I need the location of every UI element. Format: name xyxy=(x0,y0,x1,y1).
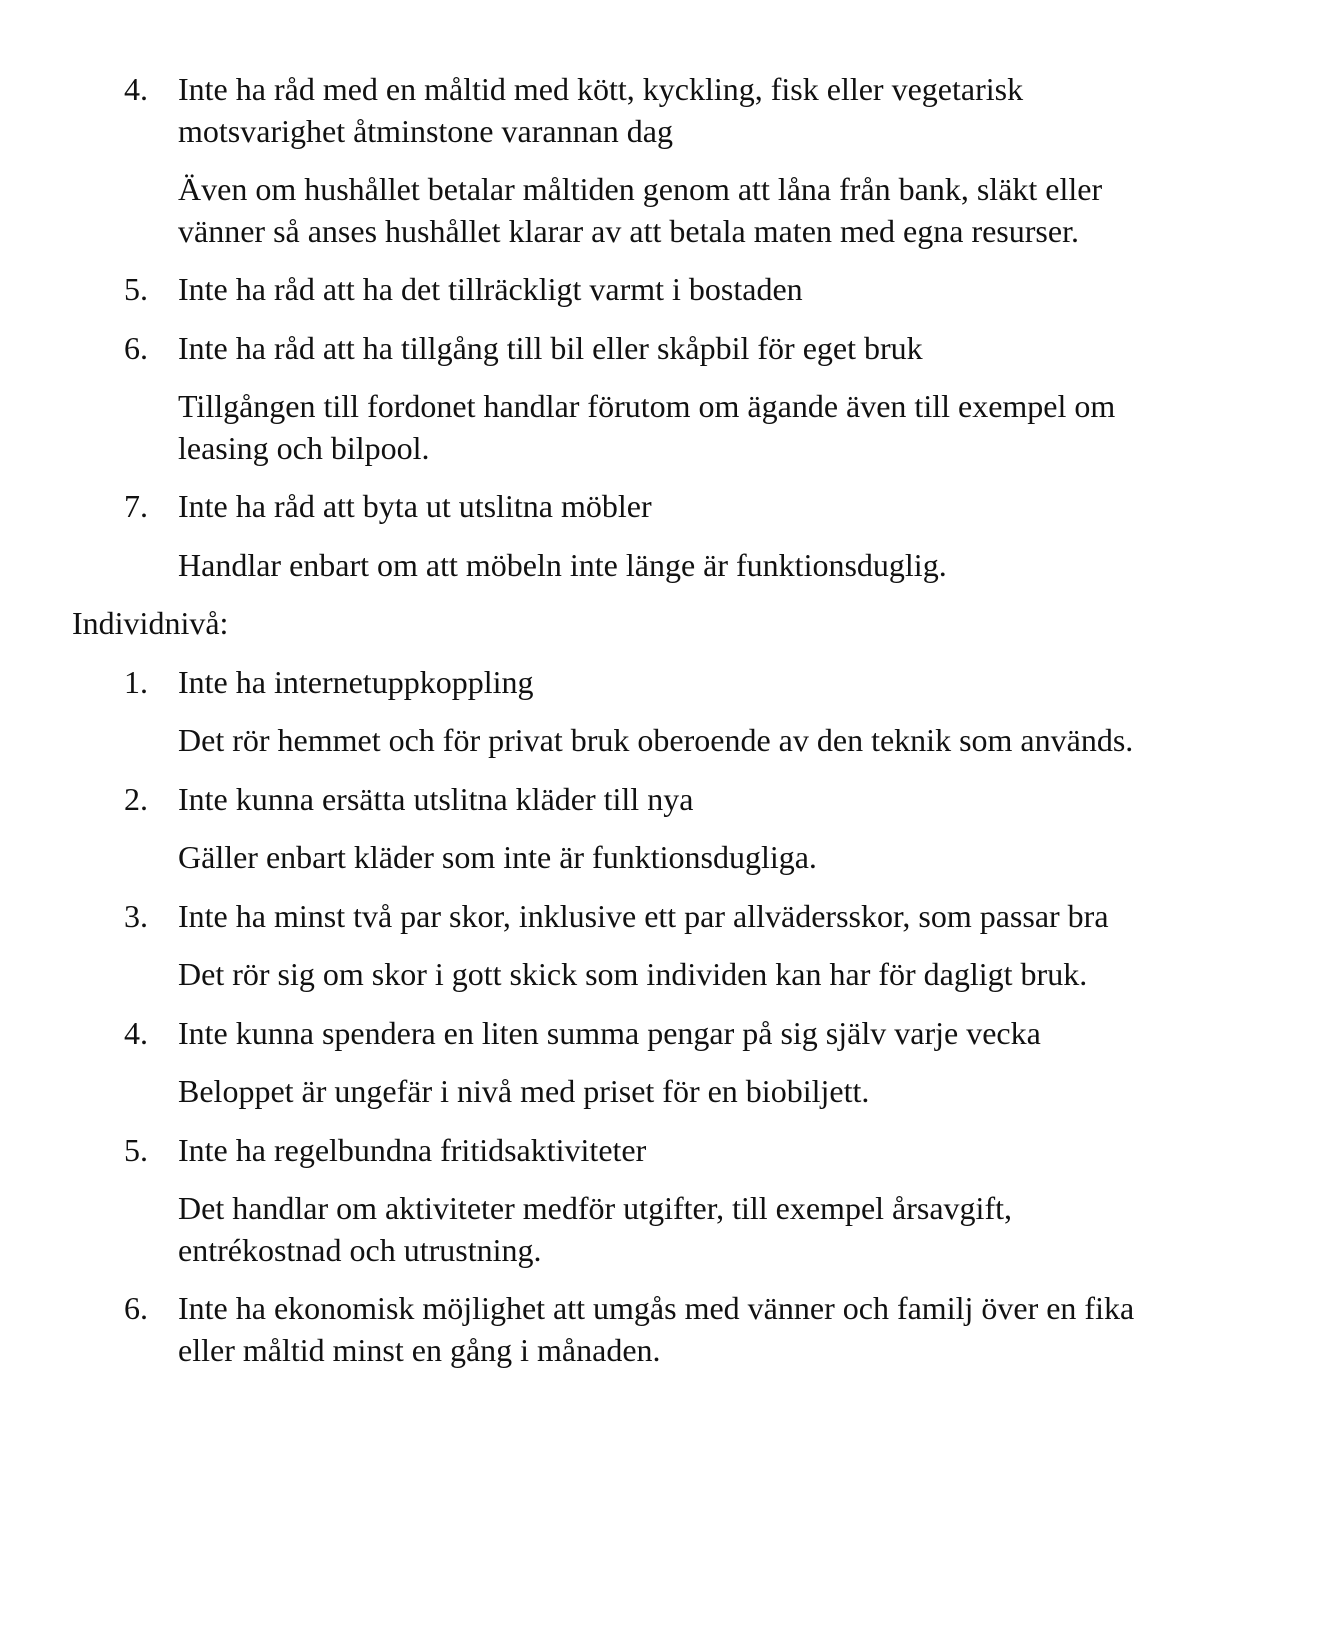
item-title: Inte ha regelbundna fritidsaktiviteter xyxy=(178,1131,647,1168)
household-deprivation-list xyxy=(0,69,1324,586)
item-note: Handlar enbart om att möbeln inte länge är funktionsduglig. xyxy=(178,546,947,583)
item-title: Inte ha internetuppkoppling xyxy=(178,663,534,700)
item-note: Gäller enbart kläder som inte är funktionsdugliga. xyxy=(178,839,817,875)
item-number: 7. xyxy=(124,488,148,524)
item-title: Inte ha råd med en måltid med kött, kyckling, fisk eller vegetarisk motsvarighet åtminstone varannan dag xyxy=(178,71,1024,149)
item-title: Inte kunna ersätta utslitna kläder till nya xyxy=(178,780,694,817)
item-number: 6. xyxy=(124,1290,148,1326)
list-item xyxy=(0,896,1324,996)
list-item xyxy=(0,69,1324,252)
item-number: 3. xyxy=(124,897,148,934)
item-number: 2. xyxy=(124,780,148,817)
item-note: Det rör hemmet och för privat bruk oberoende av den teknik som används. xyxy=(178,722,1134,758)
list-item xyxy=(0,1130,1324,1272)
item-note: Det handlar om aktiviteter medför utgifter, till exempel årsavgift, entrékostnad och utrustning. xyxy=(178,1190,1012,1268)
item-title: Inte kunna spendera en liten summa pengar på sig själv varje vecka xyxy=(178,1014,1041,1051)
item-title: Inte ha minst två par skor, inklusive ett par allvädersskor, som passar bra xyxy=(178,897,1109,934)
item-note: Även om hushållet betalar måltiden genom att låna från bank, släkt eller vänner så anses hushållet klarar av att betala maten med egna resurser. xyxy=(178,171,1103,249)
item-title: Inte ha ekonomisk möjlighet att umgås med vänner och familj över en fika eller måltid minst en gång i månaden. xyxy=(178,1290,1135,1368)
item-note: Beloppet är ungefär i nivå med priset för en biobiljett. xyxy=(178,1073,870,1109)
list-item xyxy=(0,662,1324,762)
list-item xyxy=(0,328,1324,470)
item-note: Det rör sig om skor i gott skick som individen kan har för dagligt bruk. xyxy=(178,956,1088,992)
item-number: 4. xyxy=(124,71,148,107)
item-title: Inte ha råd att byta ut utslitna möbler xyxy=(178,488,652,524)
item-number: 5. xyxy=(124,1131,148,1168)
item-number: 1. xyxy=(124,663,148,700)
list-item xyxy=(0,1013,1324,1113)
individual-deprivation-list xyxy=(0,662,1324,1372)
section-heading-individual: Individnivå: xyxy=(72,605,229,641)
item-note: Tillgången till fordonet handlar förutom om ägande även till exempel om leasing och bilpool. xyxy=(178,388,1116,466)
item-number: 6. xyxy=(124,329,148,366)
list-item xyxy=(0,486,1324,586)
item-title: Inte ha råd att ha det tillräckligt varmt i bostaden xyxy=(178,271,803,307)
list-item xyxy=(0,269,1324,311)
item-number: 4. xyxy=(124,1014,148,1051)
list-item xyxy=(0,779,1324,879)
list-item xyxy=(0,1288,1324,1371)
item-title: Inte ha råd att ha tillgång till bil eller skåpbil för eget bruk xyxy=(178,329,923,366)
item-number: 5. xyxy=(124,271,148,307)
